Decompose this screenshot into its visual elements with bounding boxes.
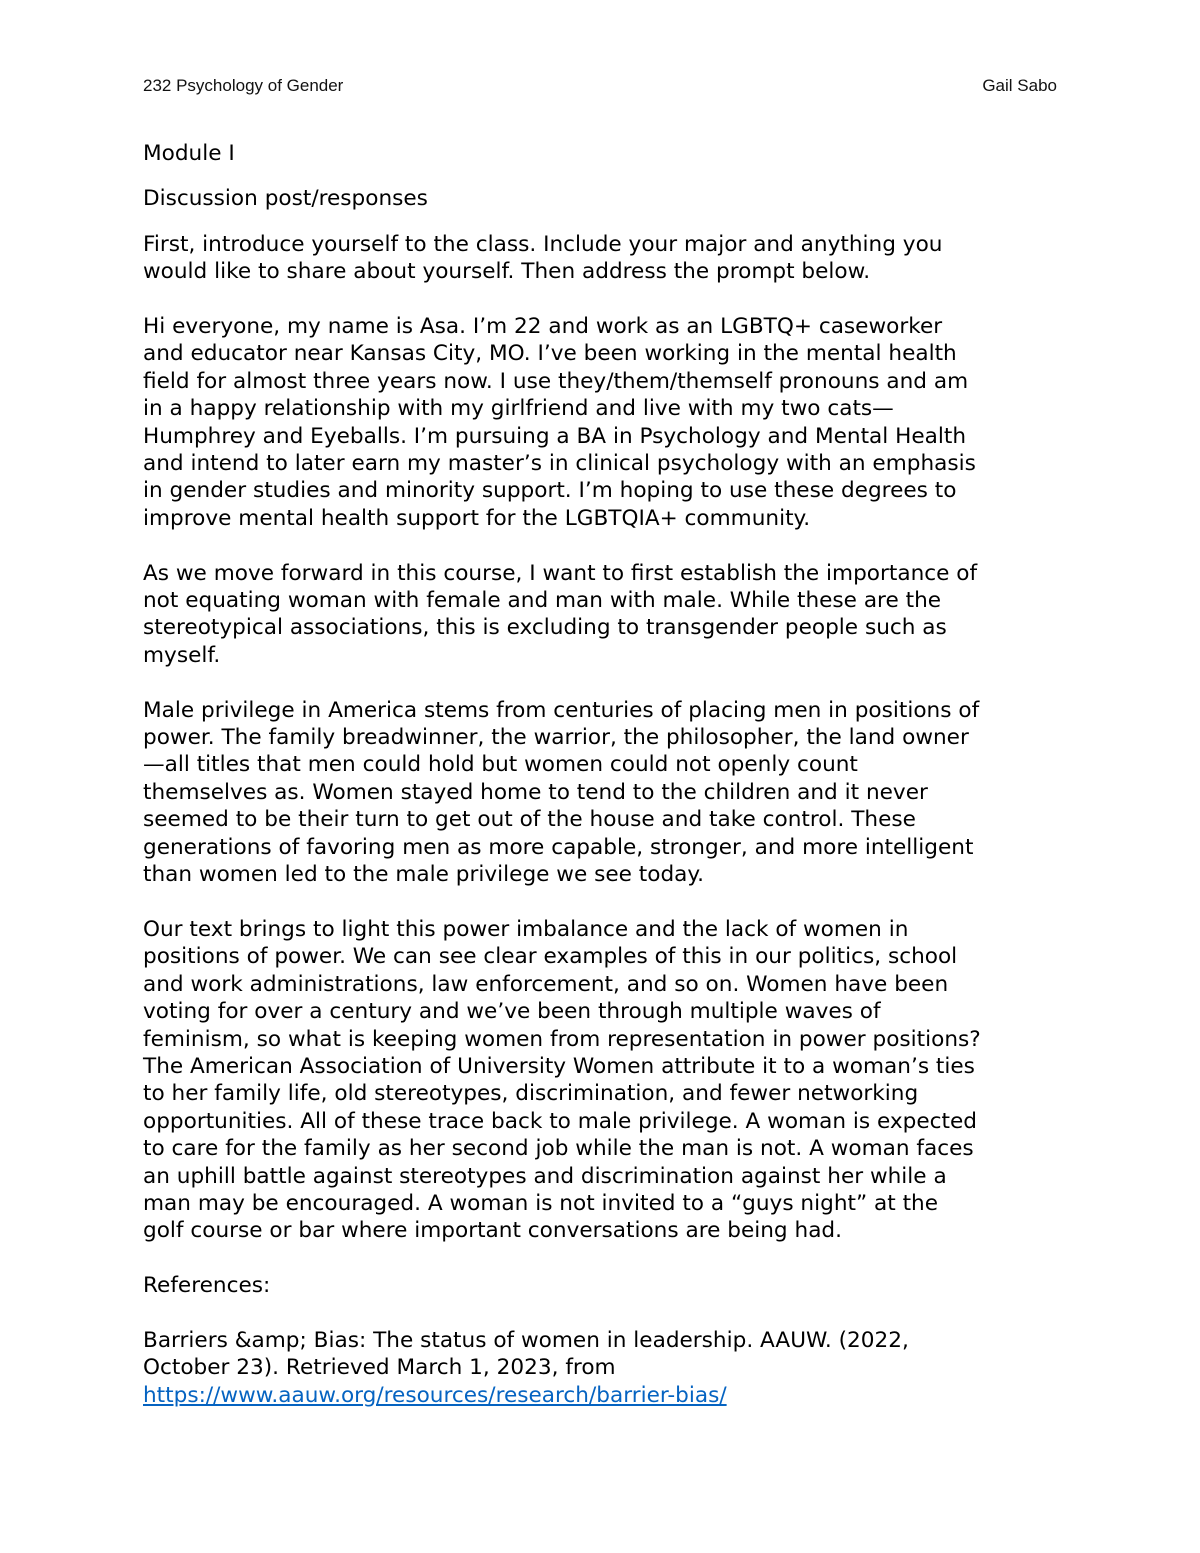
document-body (143, 140, 1073, 1409)
paragraph-line: Humphrey and Eyeballs. I’m pursuing a BA in Psychology and Mental Health (143, 423, 967, 449)
gender-terms-paragraph (143, 560, 1073, 670)
power-imbalance-paragraph (143, 916, 1073, 1245)
module-title: Module I (143, 141, 235, 166)
paragraph-line: to her family life, old stereotypes, discrimination, and fewer networking (143, 1081, 919, 1107)
page-header (143, 74, 1057, 98)
prompt-line: would like to share about yourself. Then address the prompt below. (143, 259, 871, 285)
paragraph-line: golf course or bar where important conversations are being had. (143, 1218, 842, 1244)
paragraph-line: opportunities. All of these trace back to male privilege. A woman is expected (143, 1108, 977, 1134)
paragraph-line: generations of favoring men as more capable, stronger, and more intelligent (143, 834, 974, 860)
paragraph-line: positions of power. We can see clear examples of this in our politics, school (143, 944, 958, 970)
prompt-paragraph (143, 231, 1073, 286)
paragraph-line: and intend to later earn my master’s in clinical psychology with an emphasis (143, 451, 976, 477)
paragraph-line: not equating woman with female and man with male. While these are the (143, 588, 942, 614)
paragraph-line: themselves as. Women stayed home to tend to the children and it never (143, 779, 928, 805)
prompt-line: First, introduce yourself to the class. Include your major and anything you (143, 231, 943, 257)
paragraph-line: in a happy relationship with my girlfriend and live with my two cats— (143, 396, 894, 422)
paragraph-line: Our text brings to light this power imbalance and the lack of women in (143, 916, 909, 942)
header-course: 232 Psychology of Gender (143, 76, 344, 95)
paragraph-line: The American Association of University Women attribute it to a woman’s ties (143, 1053, 975, 1079)
reference-entry (143, 1327, 1073, 1409)
paragraph-line: stereotypical associations, this is excluding to transgender people such as (143, 615, 947, 641)
paragraph-line: feminism, so what is keeping women from representation in power positions? (143, 1026, 981, 1052)
header-instructor: Gail Sabo (982, 76, 1057, 95)
citation-line: October 23). Retrieved March 1, 2023, from (143, 1355, 616, 1381)
paragraph-line: than women led to the male privilege we see today. (143, 862, 704, 888)
paragraph-line: an uphill battle against stereotypes and discrimination against her while a (143, 1163, 947, 1189)
paragraph-line: seemed to be their turn to get out of the house and take control. These (143, 807, 916, 833)
male-privilege-paragraph (143, 697, 1073, 889)
paragraph-line: and educator near Kansas City, MO. I’ve been working in the mental health (143, 341, 957, 367)
paragraph-line: field for almost three years now. I use they/them/themself pronouns and am (143, 368, 969, 394)
paragraph-line: to care for the family as her second job while the man is not. A woman faces (143, 1136, 974, 1162)
paragraph-line: Male privilege in America stems from centuries of placing men in positions of (143, 697, 980, 723)
citation-line: Barriers &amp; Bias: The status of women in leadership. AAUW. (2022, (143, 1327, 909, 1353)
paragraph-line: and work administrations, law enforcement, and so on. Women have been (143, 971, 949, 997)
paragraph-line: improve mental health support for the LGBTQIA+ community. (143, 505, 811, 531)
paragraph-line: As we move forward in this course, I want to first establish the importance of (143, 560, 978, 586)
paragraph-line: in gender studies and minority support. I’m hoping to use these degrees to (143, 478, 957, 504)
paragraph-line: man may be encouraged. A woman is not invited to a “guys night” at the (143, 1190, 939, 1216)
paragraph-line: —all titles that men could hold but women could not openly count (143, 752, 858, 778)
references-heading: References: (143, 1273, 271, 1299)
paragraph-line: voting for over a century and we’ve been through multiple waves of (143, 999, 881, 1025)
introduction-paragraph (143, 313, 1073, 532)
paragraph-line: power. The family breadwinner, the warrior, the philosopher, the land owner (143, 725, 969, 751)
paragraph-line: myself. (143, 642, 221, 668)
paragraph-line: Hi everyone, my name is Asa. I’m 22 and work as an LGBTQ+ caseworker (143, 314, 943, 340)
reference-link[interactable]: https://www.aauw.org/resources/research/barrier-bias/ (143, 1382, 727, 1408)
section-title: Discussion post/responses (143, 186, 428, 212)
